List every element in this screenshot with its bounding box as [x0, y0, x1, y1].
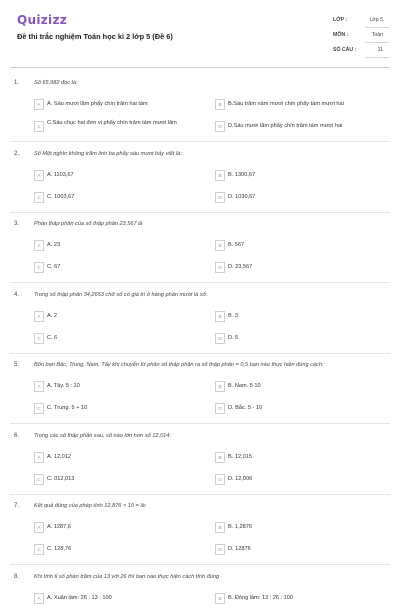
option-text: B. 12,015: [228, 453, 252, 460]
option-letter-badge: A: [34, 593, 44, 604]
option-letter-badge: B: [215, 311, 225, 322]
option-letter-badge: B: [215, 99, 225, 110]
question-number: 4.: [14, 291, 20, 298]
meta-value: Lớp 5: [369, 17, 383, 23]
option-text: B. Đông làm: 13 : 26 : 100: [228, 594, 293, 601]
question-separator: [10, 353, 390, 354]
option-text: D.Sáu mươi lăm phẩy chín trăm tám mươi hai: [228, 123, 343, 129]
worksheet-title: Đề thi trắc nghiệm Toán học kì 2 lớp 5 (Đề 6): [17, 32, 173, 41]
option-letter-badge: D: [215, 192, 225, 203]
meta-row-count: [333, 44, 389, 59]
question-text: Khi tính tỉ số phần trăm của 13 với 26 thì bạn nào thực hiện cách tính đúng: [34, 573, 220, 580]
option-letter-badge: D: [215, 544, 225, 555]
worksheet-meta: [333, 14, 389, 59]
option-text: B. 3: [228, 312, 238, 319]
option-text: D. 1030,67: [228, 193, 256, 200]
option-text: B. Nam. 5 10: [228, 383, 261, 389]
option-text: D. 12,006: [228, 475, 253, 482]
question-separator: [10, 141, 390, 142]
option-text: C. Trung. 5 + 10: [47, 405, 88, 411]
option-letter-badge: A: [34, 452, 44, 463]
meta-value: Toán: [371, 32, 383, 38]
meta-key: SỐ CÂU :: [333, 47, 357, 53]
question-separator: [10, 423, 390, 424]
option-letter-badge: C: [34, 333, 44, 344]
option-text: A. Sáu mươi lăm phẩy chín trăm hai tám: [47, 101, 148, 107]
meta-underline: [365, 57, 389, 58]
question-text: Phần thập phân của số thập phân 23,567 là: [34, 221, 143, 227]
option-text: A. Xuân làm: 26 : 13 : 100: [47, 594, 112, 601]
question-number: 8.: [14, 573, 20, 580]
question-separator: [10, 564, 390, 565]
option-text: C. 128,76: [47, 546, 72, 552]
question-text: Số 65,982 đọc là:: [34, 80, 78, 86]
option-text: B.Sáu trăm năm mươi chín phẩy tám mươi hai: [228, 101, 344, 107]
option-letter-badge: C: [34, 544, 44, 555]
option-letter-badge: C: [34, 262, 44, 273]
question-number: 2.: [14, 150, 20, 157]
meta-underline: [365, 27, 389, 28]
option-letter-badge: A: [34, 170, 44, 181]
option-letter-badge: B: [215, 452, 225, 463]
option-text: B. 1,2876: [228, 524, 252, 530]
option-letter-badge: B: [215, 170, 225, 181]
question-separator: [10, 212, 390, 213]
option-letter-badge: A: [34, 381, 44, 392]
option-text: D. 5: [228, 334, 239, 341]
meta-row-subject: [333, 29, 389, 44]
option-letter-badge: D: [215, 474, 225, 485]
option-letter-badge: D: [215, 121, 225, 132]
option-letter-badge: C: [34, 474, 44, 485]
option-letter-badge: B: [215, 522, 225, 533]
header-divider: [10, 67, 390, 68]
option-letter-badge: C: [34, 403, 44, 414]
quizizz-logo: Quizizz: [17, 13, 68, 27]
option-letter-badge: B: [215, 593, 225, 604]
option-letter-badge: D: [215, 403, 225, 414]
question-number: 3.: [14, 221, 20, 227]
option-text: C. 67: [47, 264, 61, 270]
question-text: Trong số thập phân 34,2653 chữ số có giá trị ở hàng phần mười là số:: [34, 291, 208, 298]
meta-row-grade: [333, 14, 389, 29]
option-text: C.Sáu chục hai đơn vị phẩy chín trăm tám mươi lăm: [47, 120, 177, 126]
option-letter-badge: C: [34, 121, 44, 132]
option-text: D. Bắc. 5 - 10: [228, 405, 263, 411]
option-letter-badge: C: [34, 192, 44, 203]
question-separator: [10, 494, 390, 495]
question-number: 7.: [14, 503, 20, 509]
meta-key: LỚP :: [333, 17, 348, 23]
option-letter-badge: D: [215, 333, 225, 344]
worksheet-header: [0, 0, 400, 66]
option-text: A. 1103,67: [47, 171, 74, 178]
option-letter-badge: A: [34, 99, 44, 110]
option-letter-badge: A: [34, 522, 44, 533]
option-text: B. 1300,67: [228, 171, 256, 178]
option-text: D. 12876: [228, 546, 251, 552]
option-text: B. 567: [228, 242, 245, 248]
option-text: C. 012,013: [47, 475, 75, 482]
question-text: Trong các số thập phân sau, số nào lớn hơn số 12,014:: [34, 432, 171, 439]
question-number: 6.: [14, 432, 20, 439]
option-text: A. 2: [47, 312, 57, 319]
option-letter-badge: A: [34, 240, 44, 251]
option-letter-badge: B: [215, 240, 225, 251]
question-number: 5.: [14, 362, 20, 368]
option-text: A. 1287,6: [47, 524, 71, 530]
question-text: Kết quả đúng của phép tính 12,876 × 10 = là:: [34, 503, 147, 509]
option-text: A. Tây. 5 : 10: [47, 383, 80, 389]
option-text: A. 12,012: [47, 453, 71, 460]
meta-key: MÔN :: [333, 32, 349, 38]
meta-underline: [365, 42, 389, 43]
option-letter-badge: D: [215, 262, 225, 273]
option-text: C. 1003,67: [47, 193, 75, 200]
option-letter-badge: A: [34, 311, 44, 322]
meta-value: 11: [377, 47, 383, 53]
option-letter-badge: B: [215, 381, 225, 392]
question-number: 1.: [14, 80, 20, 86]
option-text: A. 23: [47, 242, 61, 248]
option-text: C. 6: [47, 334, 58, 341]
option-text: D. 23,567: [228, 264, 253, 270]
question-separator: [10, 282, 390, 283]
question-text: Số Một nghìn không trăm linh ba phẩy sáu mươi bảy viết là:: [34, 150, 182, 157]
question-text: Bốn bạn Bắc, Trung, Nam, Tây khi chuyển từ phân số thập phân ra số thập phân = 0,5 bạn nào thực hiện đúng cách:: [34, 362, 324, 368]
